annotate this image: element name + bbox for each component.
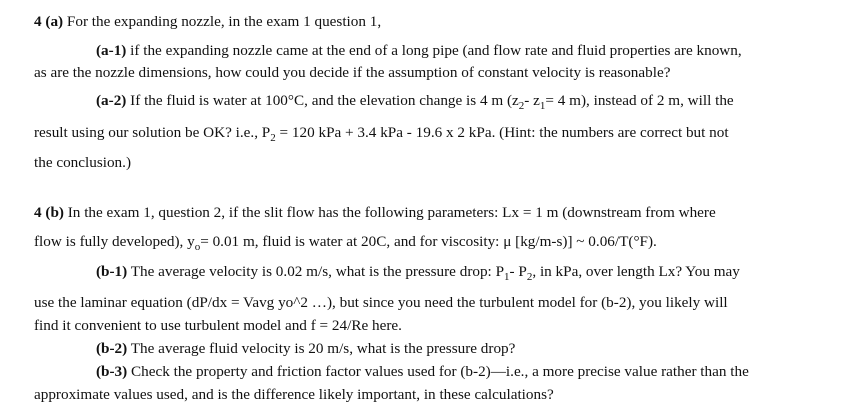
a2-line-1: (a-2) If the fluid is water at 100°C, and the elevation change is 4 m ($z_2-$ $z_1= 4$ m), instead of 2 m, will the [96, 92, 734, 112]
a1-line-1: (a-1) if the expanding nozzle came at the end of a long pipe (and flow rate and fluid properties are known, [96, 42, 742, 59]
a2-line-2: result using our solution be OK? i.e., $P_2 = 120$ kPa + 3.4 kPa - 19.6 x 2 kPa. (Hint: the numbers are correct but not [34, 124, 729, 144]
part-a-heading [34, 13, 381, 31]
part-b-label: 4 (b) [34, 204, 64, 221]
a1-label: (a-1) [96, 42, 127, 59]
part-b-line-1: 4 (b) In the exam 1, question 2, if the slit flow has the following parameters: Lx = 1 m (downstream from where [34, 204, 716, 221]
b1-line-3: find it convenient to use turbulent model and f = 24/Re here. [34, 317, 402, 334]
b3-line-2: approximate values used, and is the difference likely important, in these calculations? [34, 386, 554, 403]
b3-line-1: (b-3) Check the property and friction factor values used for (b-2)—i.e., a more precise value rather than the [96, 363, 749, 380]
b2-line-1: (b-2) The average fluid velocity is 20 m/s, what is the pressure drop? [96, 340, 516, 357]
a2-label: (a-2) [96, 92, 127, 109]
a2-line-3: the conclusion.) [34, 154, 132, 171]
b2-label: (b-2) [96, 340, 128, 357]
part-a-heading-text: For the expanding nozzle, in the exam 1 question 1, [66, 13, 382, 30]
b1-line-2: use the laminar equation (dP/dx = Vavg yo^2 …), but since you need the turbulent model for (b-2), you likely will [34, 294, 728, 311]
a1-line-2: as are the nozzle dimensions, how could you decide if the assumption of constant velocity is reasonable? [34, 64, 671, 81]
b1-label: (b-1) [96, 263, 128, 280]
b1-line-1: (b-1) The average velocity is 0.02 m/s, what is the pressure drop: $P_1-$ $P_2$, in kPa, over length Lx? You may [96, 263, 740, 283]
part-b-line-2: flow is fully developed), $y_o= 0.01$ m, fluid is water at 20C, and for viscosity: μ [kg/m-s)] ~ 0.06/T(°F). [34, 233, 657, 253]
b3-label: (b-3) [96, 363, 128, 380]
part-a-label: 4 (a) [34, 13, 64, 30]
